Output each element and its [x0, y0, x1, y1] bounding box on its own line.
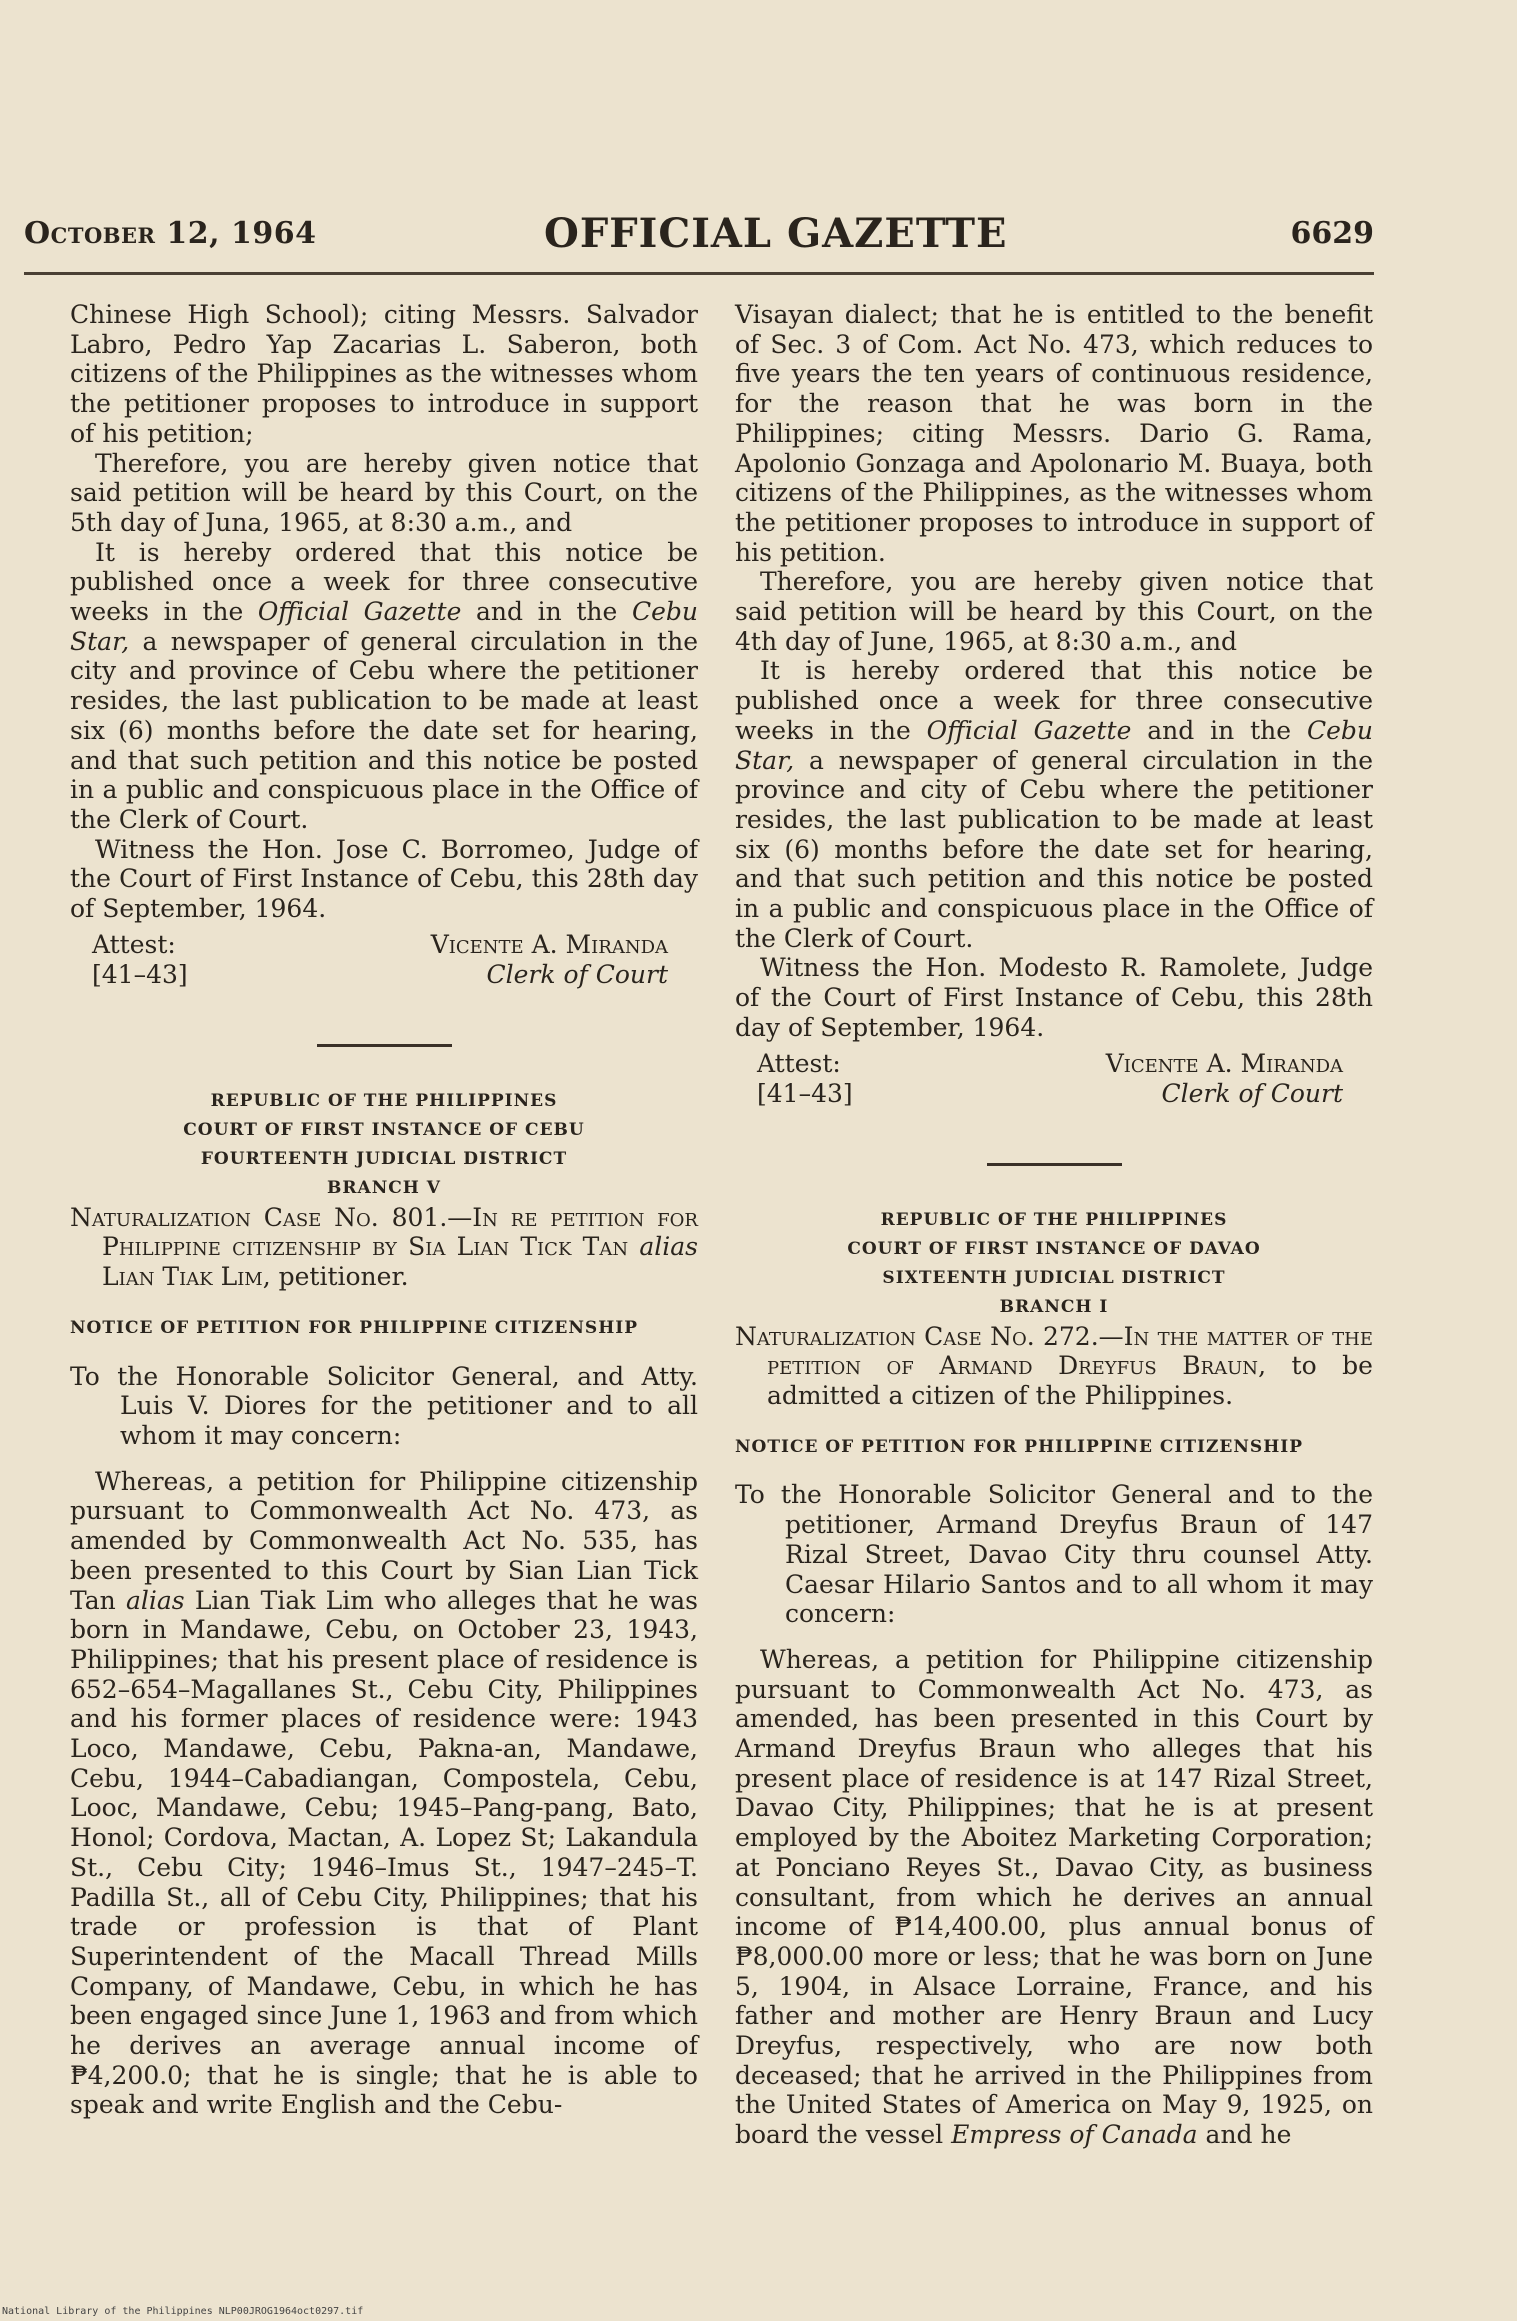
attest-label: Attest:	[757, 1048, 841, 1078]
clerk-role: Clerk of Court	[1161, 1078, 1343, 1108]
case-title: Naturalization Case No. 272.—In the matter of the petition of Armand Dreyfus Braun, to be admitted a citizen of the Philippines.	[735, 1321, 1373, 1410]
addressee: To the Honorable Solicitor General, and Atty. Luis V. Diores for the petitioner and to all whom it may concern:	[70, 1361, 698, 1450]
issue-date: October 12, 1964	[24, 216, 317, 251]
page-header	[24, 210, 1374, 260]
paragraph: Whereas, a petition for Philippine citizenship pursuant to Commonwealth Act No. 473, as amended by Commonwealth Act No. 535, has been presented to this Court by Sian Lian Tick Tan alias Lian Tiak Lim who alleges that he was born in Mandawe, Cebu, on October 23, 1943, Philippines; that his present place of residence is 652–654–Magallanes St., Cebu City, Philippines and his former places of residence were: 1943 Loco, Mandawe, Cebu, Pakna-an, Mandawe, Cebu, 1944–Cabadiangan, Compostela, Cebu, Looc, Mandawe, Cebu; 1945–Pang-pang, Bato, Honol; Cordova, Mactan, A. Lopez St; Lakandula St., Cebu City; 1946–Imus St., 1947–245–T. Padilla St., all of Cebu City, Philippines; that his trade or profession is that of Plant Superintendent of the Macall Thread Mills Company, of Mandawe, Cebu, in which he has been engaged since June 1, 1963 and from which he derives an average annual income of ₱4,200.0; that he is single; that he is able to speak and write English and the Cebu-	[70, 1466, 699, 2120]
court-heading: REPUBLIC OF THE PHILIPPINES COURT OF FIRST INSTANCE OF DAVAO SIXTEENTH JUDICIAL DISTRICT BRANCH I	[847, 1209, 1261, 1317]
paragraph: Chinese High School); citing Messrs. Salvador Labro, Pedro Yap Zacarias L. Saberon, both citizens of the Philippines as the witnesses whom the petitioner proposes to introduce in support of his petition;	[70, 300, 698, 448]
addressee: To the Honorable Solicitor General and to the petitioner, Armand Dreyfus Braun of 147 Rizal Street, Davao City thru counsel Atty. Caesar Hilario Santos and to all whom it may concern:	[735, 1480, 1373, 1629]
scan-footer: National Library of the Philippines NLP00JROG1964oct0297.tif	[2, 2306, 364, 2317]
paragraph: It is hereby ordered that this notice be published once a week for three consecutive weeks in the Official Gazette and in the Cebu Star, a newspaper of general circulation in the province and city of Cebu where the petitioner resides, the last publication to be made at least six (6) months before the date set for hearing, and that such petition and this notice be posted in a public and conspicuous place in the Office of the Clerk of Court.	[735, 656, 1373, 953]
clerk-role: Clerk of Court	[486, 959, 668, 989]
clerk-name: Vicente A. Miranda	[430, 929, 668, 959]
signature-block	[735, 1049, 1373, 1113]
paragraph: Witness the Hon. Modesto R. Ramolete, Judge of the Court of First Instance of Cebu, this 28th day of September, 1964.	[735, 953, 1373, 1042]
left-column	[70, 300, 698, 2120]
attest-label: Attest:	[92, 929, 176, 959]
paragraph: Witness the Hon. Jose C. Borromeo, Judge of the Court of First Instance of Cebu, this 28th day of September, 1964.	[70, 834, 698, 924]
section-divider	[317, 1044, 452, 1047]
court-heading: REPUBLIC OF THE PHILIPPINES COURT OF FIRST INSTANCE OF CEBU FOURTEENTH JUDICIAL DISTRICT BRANCH V	[183, 1090, 585, 1198]
paragraph: Therefore, you are hereby given notice that said petition will be heard by this Court, on the 4th day of June, 1965, at 8:30 a.m., and	[735, 567, 1373, 656]
right-column	[735, 300, 1373, 2150]
issue-ref: [41–43]	[757, 1078, 853, 1108]
paragraph: Therefore, you are hereby given notice that said petition will be heard by this Court, on the 5th day of Juna, 1965, at 8:30 a.m., and	[70, 448, 698, 537]
header-rule	[24, 272, 1374, 275]
page-number: 6629	[1290, 216, 1374, 251]
publication-title: OFFICIAL GAZETTE	[544, 210, 1008, 257]
clerk-name: Vicente A. Miranda	[1105, 1048, 1343, 1078]
notice-heading: NOTICE OF PETITION FOR PHILIPPINE CITIZENSHIP	[70, 1317, 638, 1338]
paragraph: Visayan dialect; that he is entitled to the benefit of Sec. 3 of Com. Act No. 473, which reduces to five years the ten years of continuous residence, for the reason that he was born in the Philippines; citing Messrs. Dario G. Rama, Apolonio Gonzaga and Apolonario M. Buaya, both citizens of the Philippines, as the witnesses whom the petitioner proposes to introduce in support of his petition.	[735, 300, 1373, 567]
signature-block	[70, 930, 698, 994]
paragraph: Whereas, a petition for Philippine citizenship pursuant to Commonwealth Act No. 473, as amended, has been presented in this Court by Armand Dreyfus Braun who alleges that his present place of residence is at 147 Rizal Street, Davao City, Philippines; that he is at present employed by the Aboitez Marketing Corporation; at Ponciano Reyes St., Davao City, as business consultant, from which he derives an annual income of ₱14,400.00, plus annual bonus of ₱8,000.00 more or less; that he was born on June 5, 1904, in Alsace Lorraine, France, and his father and mother are Henry Braun and Lucy Dreyfus, respectively, who are now both deceased; that he arrived in the Philippines from the United States of America on May 9, 1925, on board the vessel Empress of Canada and he	[735, 1644, 1373, 2150]
issue-ref: [41–43]	[92, 959, 188, 989]
case-title: Naturalization Case No. 801.—In re petition for Philippine citizenship by Sia Lian Tick Tan alias Lian Tiak Lim, petitioner.	[70, 1202, 699, 1292]
paragraph: It is hereby ordered that this notice be published once a week for three consecutive weeks in the Official Gazette and in the Cebu Star, a newspaper of general circulation in the city and province of Cebu where the petitioner resides, the last publication to be made at least six (6) months before the date set for hearing, and that such petition and this notice be posted in a public and conspicuous place in the Office of the Clerk of Court.	[70, 537, 698, 834]
notice-heading: NOTICE OF PETITION FOR PHILIPPINE CITIZENSHIP	[735, 1436, 1303, 1457]
section-divider	[987, 1163, 1122, 1166]
